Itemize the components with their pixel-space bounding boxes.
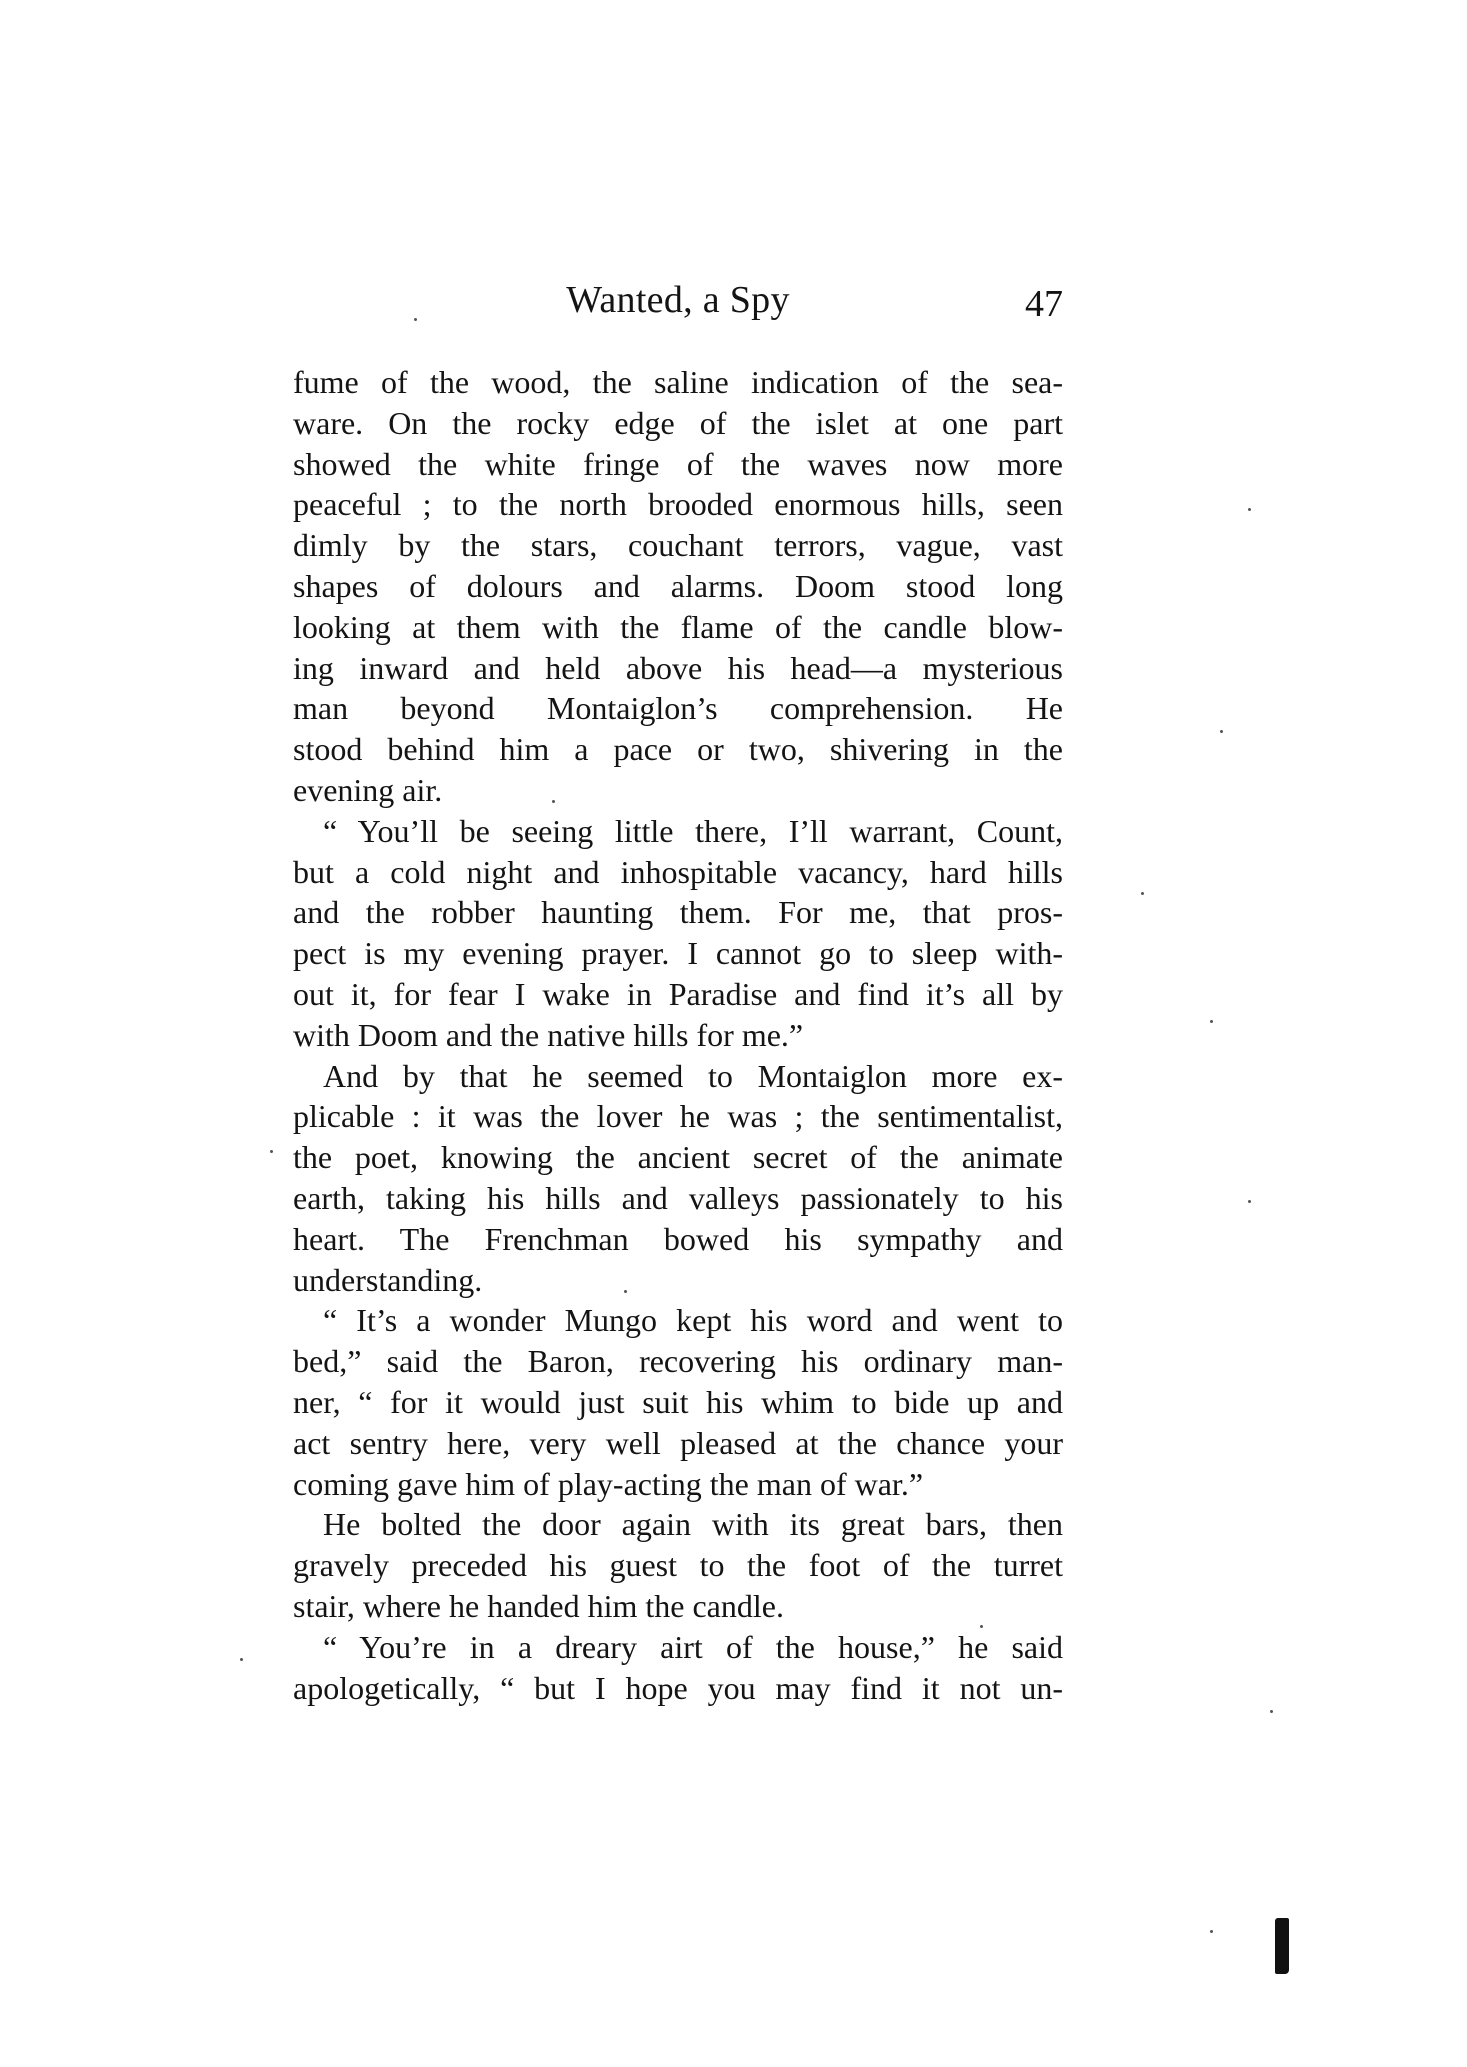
text-line: man beyond Montaiglon’s comprehension. He [293, 690, 1063, 727]
text-line: apologetically, “ but I hope you may find it not un- [293, 1669, 1063, 1706]
text-line: plicable : it was the lover he was ; the sentimentalist, [293, 1098, 1063, 1135]
scan-speck [1220, 730, 1223, 733]
text-line: evening air. [293, 771, 443, 808]
margin-ink-mark [1275, 1918, 1289, 1974]
text-line: ner, “ for it would just suit his whim to bide up and [293, 1383, 1063, 1420]
scan-speck [980, 1625, 983, 1628]
text-line: with Doom and the native hills for me.” [293, 1016, 804, 1053]
text-line: bed,” said the Baron, recovering his ordinary man- [293, 1343, 1063, 1380]
text-line: understanding. [293, 1261, 483, 1298]
text-line: stood behind him a pace or two, shivering in the [293, 731, 1063, 768]
text-line: coming gave him of play-acting the man of war.” [293, 1465, 924, 1502]
text-line: ware. On the rocky edge of the islet at one part [293, 404, 1063, 441]
text-line: stair, where he handed him the candle. [293, 1587, 784, 1624]
text-line: heart. The Frenchman bowed his sympathy and [293, 1220, 1063, 1257]
text-line: the poet, knowing the ancient secret of the animate [293, 1139, 1063, 1176]
scan-speck [1248, 508, 1251, 511]
text-line: dimly by the stars, couchant terrors, vague, vast [293, 527, 1063, 564]
scan-speck [1210, 1930, 1213, 1933]
text-line: “ You’re in a dreary airt of the house,” he said [323, 1628, 1063, 1665]
text-line: peaceful ; to the north brooded enormous hills, seen [293, 486, 1063, 523]
scan-speck [1141, 892, 1144, 895]
text-line: pect is my evening prayer. I cannot go to sleep with- [293, 935, 1063, 972]
text-line: and the robber haunting them. For me, that pros- [293, 894, 1063, 931]
text-line: gravely preceded his guest to the foot of the turret [293, 1547, 1063, 1584]
scan-speck [624, 1290, 627, 1293]
text-line: out it, for fear I wake in Paradise and find it’s all by [293, 975, 1063, 1012]
scan-speck [270, 1150, 273, 1153]
scan-speck [1270, 1710, 1273, 1713]
scan-speck [414, 318, 417, 321]
body-text [293, 362, 1063, 1708]
text-line: ing inward and held above his head—a mysterious [293, 649, 1063, 686]
text-line: “ It’s a wonder Mungo kept his word and went to [323, 1302, 1063, 1339]
running-title: Wanted, a Spy [566, 279, 790, 321]
text-line: looking at them with the flame of the candle blow- [293, 608, 1063, 645]
running-head [293, 278, 1063, 330]
scan-speck [552, 800, 555, 803]
text-line: but a cold night and inhospitable vacancy, hard hills [293, 853, 1063, 890]
text-line: fume of the wood, the saline indication of the sea- [293, 364, 1063, 400]
text-line: shapes of dolours and alarms. Doom stood long [293, 567, 1063, 604]
text-line: And by that he seemed to Montaiglon more ex- [323, 1057, 1063, 1094]
scan-speck [1210, 1020, 1213, 1023]
text-line: He bolted the door again with its great bars, then [323, 1506, 1063, 1543]
text-line: showed the white fringe of the waves now more [293, 445, 1063, 482]
scan-speck [1248, 1200, 1251, 1203]
scan-speck [240, 1658, 243, 1661]
page-number: 47 [1025, 283, 1063, 325]
text-line: “ You’ll be seeing little there, I’ll warrant, Count, [323, 812, 1063, 849]
text-line: earth, taking his hills and valleys passionately to his [293, 1179, 1063, 1216]
text-line: act sentry here, very well pleased at the chance your [293, 1424, 1063, 1461]
